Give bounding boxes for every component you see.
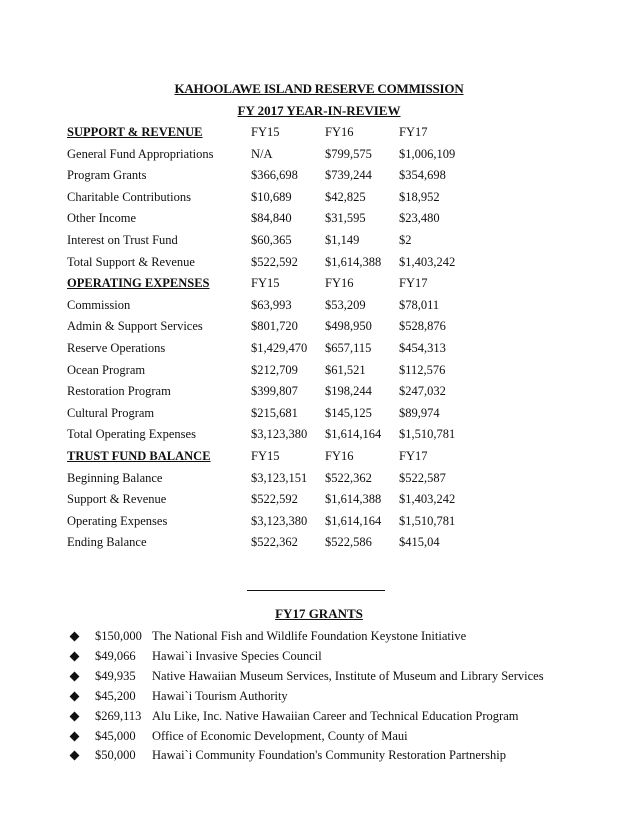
row-value: $498,950: [325, 319, 372, 334]
row-value: $1,403,242: [399, 254, 456, 269]
column-header: FY15: [251, 449, 280, 463]
row-value: $145,125: [325, 405, 372, 420]
column-header: FY16: [325, 449, 354, 463]
row-value: $63,993: [251, 297, 292, 312]
row-label: Cultural Program: [67, 405, 155, 420]
grant-item: [0, 748, 638, 766]
row-value: $522,362: [325, 470, 372, 485]
row-value: $1,006,109: [399, 146, 456, 161]
grants-title: FY17 GRANTS: [275, 606, 363, 621]
row-label: Interest on Trust Fund: [67, 233, 178, 247]
grant-description: Hawai`i Community Foundation's Community Restoration Partnership: [152, 748, 506, 763]
table-row: [0, 471, 638, 489]
row-value: $215,681: [251, 405, 298, 420]
column-header: FY17: [399, 125, 428, 139]
table-row: [0, 363, 638, 381]
column-header: FY15: [251, 125, 280, 139]
section-header-row: [0, 449, 638, 467]
row-value: $198,244: [325, 384, 372, 399]
grant-amount: $45,000: [95, 728, 136, 743]
table-row: [0, 190, 638, 208]
section-header-row: [0, 125, 638, 143]
grant-amount: $150,000: [95, 629, 142, 643]
row-value: $801,720: [251, 319, 298, 334]
diamond-bullet-icon: [70, 671, 80, 681]
row-value: $522,587: [399, 470, 446, 485]
table-row: [0, 514, 638, 532]
table-row: [0, 255, 638, 273]
section-heading: SUPPORT & REVENUE: [67, 125, 203, 139]
diamond-bullet-icon: [70, 632, 80, 642]
row-value: $1,614,388: [325, 492, 382, 507]
table-row: [0, 211, 638, 229]
row-value: $1,614,388: [325, 254, 382, 269]
grant-item: [0, 709, 638, 727]
grant-description: Office of Economic Development, County of Maui: [152, 728, 408, 743]
section-header-row: [0, 276, 638, 294]
row-value: $1,510,781: [399, 513, 456, 528]
row-value: $84,840: [251, 211, 292, 226]
row-value: $522,586: [325, 535, 372, 550]
row-value: $78,011: [399, 297, 440, 312]
document-title: KAHOOLAWE ISLAND RESERVE COMMISSION: [174, 81, 464, 96]
grant-amount: $50,000: [95, 748, 136, 763]
row-value: $354,698: [399, 168, 446, 183]
row-value: $23,480: [399, 211, 440, 226]
row-label: Beginning Balance: [67, 470, 163, 485]
row-value: $18,952: [399, 189, 440, 204]
row-value: $10,689: [251, 189, 292, 204]
grant-description: Native Hawaiian Museum Services, Institute of Museum and Library Services: [152, 668, 544, 683]
row-value: $522,362: [251, 535, 298, 550]
grant-description: Hawai`i Invasive Species Council: [152, 648, 322, 663]
row-label: Admin & Support Services: [67, 319, 203, 334]
table-row: [0, 319, 638, 337]
document-subtitle: FY 2017 YEAR-IN-REVIEW: [237, 103, 401, 118]
diamond-bullet-icon: [70, 651, 80, 661]
grant-description: Alu Like, Inc. Native Hawaiian Career and Technical Education Program: [152, 708, 519, 723]
row-value: $799,575: [325, 146, 372, 161]
grant-amount: $45,200: [95, 688, 136, 703]
row-value: $1,403,242: [399, 492, 456, 507]
row-value: $3,123,380: [251, 427, 308, 442]
row-label: Ocean Program: [67, 362, 146, 377]
row-value: $3,123,151: [251, 470, 308, 485]
grant-amount: $269,113: [95, 708, 142, 723]
grant-item: [0, 729, 638, 747]
table-row: [0, 147, 638, 165]
row-value: $522,592: [251, 254, 298, 269]
row-value: $61,521: [325, 362, 366, 377]
column-header: FY16: [325, 125, 354, 139]
row-value: $212,709: [251, 362, 298, 377]
row-label: Charitable Contributions: [67, 189, 191, 204]
row-value: $1,510,781: [399, 427, 456, 442]
diamond-bullet-icon: [70, 691, 80, 701]
column-header: FY17: [399, 449, 428, 463]
grant-item: [0, 649, 638, 667]
grant-item: [0, 689, 638, 707]
row-value: $31,595: [325, 211, 366, 226]
table-row: [0, 492, 638, 510]
table-row: [0, 384, 638, 402]
section-heading: TRUST FUND BALANCE: [67, 449, 211, 463]
table-row: [0, 535, 638, 553]
row-value: $3,123,380: [251, 513, 308, 528]
grant-description: The National Fish and Wildlife Foundation Keystone Initiative: [152, 629, 467, 643]
grant-amount: $49,935: [95, 668, 136, 683]
row-value: $522,592: [251, 492, 298, 507]
row-value: $53,209: [325, 297, 366, 312]
section-divider: [247, 590, 385, 591]
grant-item: [0, 669, 638, 687]
row-value: N/A: [251, 146, 273, 161]
grant-item: [0, 629, 638, 647]
row-value: $399,807: [251, 384, 298, 399]
diamond-bullet-icon: [70, 731, 80, 741]
row-label: Support & Revenue: [67, 492, 167, 507]
table-row: [0, 427, 638, 445]
table-row: [0, 298, 638, 316]
row-value: $1,614,164: [325, 427, 382, 442]
row-value: $60,365: [251, 233, 292, 247]
row-label: Total Operating Expenses: [67, 427, 196, 442]
row-label: General Fund Appropriations: [67, 146, 214, 161]
grant-amount: $49,066: [95, 648, 136, 663]
diamond-bullet-icon: [70, 711, 80, 721]
row-label: Operating Expenses: [67, 513, 168, 528]
row-value: $112,576: [399, 362, 446, 377]
row-label: Program Grants: [67, 168, 147, 183]
row-value: $366,698: [251, 168, 298, 183]
table-row: [0, 406, 638, 424]
row-value: $1,429,470: [251, 341, 308, 355]
row-value: $528,876: [399, 319, 446, 334]
row-label: Commission: [67, 297, 131, 312]
row-label: Reserve Operations: [67, 341, 166, 355]
row-value: $2: [399, 233, 412, 247]
row-value: $89,974: [399, 405, 440, 420]
table-row: [0, 341, 638, 359]
grant-description: Hawai`i Tourism Authority: [152, 688, 288, 703]
diamond-bullet-icon: [70, 751, 80, 761]
table-row: [0, 168, 638, 186]
row-label: Restoration Program: [67, 384, 171, 399]
row-value: $1,149: [325, 233, 360, 247]
row-value: $454,313: [399, 341, 446, 355]
column-header: FY15: [251, 276, 280, 291]
row-label: Other Income: [67, 211, 137, 226]
row-value: $657,115: [325, 341, 372, 355]
row-label: Total Support & Revenue: [67, 254, 195, 269]
section-heading: OPERATING EXPENSES: [67, 276, 210, 291]
row-value: $247,032: [399, 384, 446, 399]
row-value: $42,825: [325, 189, 366, 204]
table-row: [0, 233, 638, 251]
column-header: FY16: [325, 276, 354, 291]
column-header: FY17: [399, 276, 428, 291]
row-label: Ending Balance: [67, 535, 147, 550]
row-value: $739,244: [325, 168, 372, 183]
row-value: $1,614,164: [325, 513, 382, 528]
row-value: $415,04: [399, 535, 440, 550]
